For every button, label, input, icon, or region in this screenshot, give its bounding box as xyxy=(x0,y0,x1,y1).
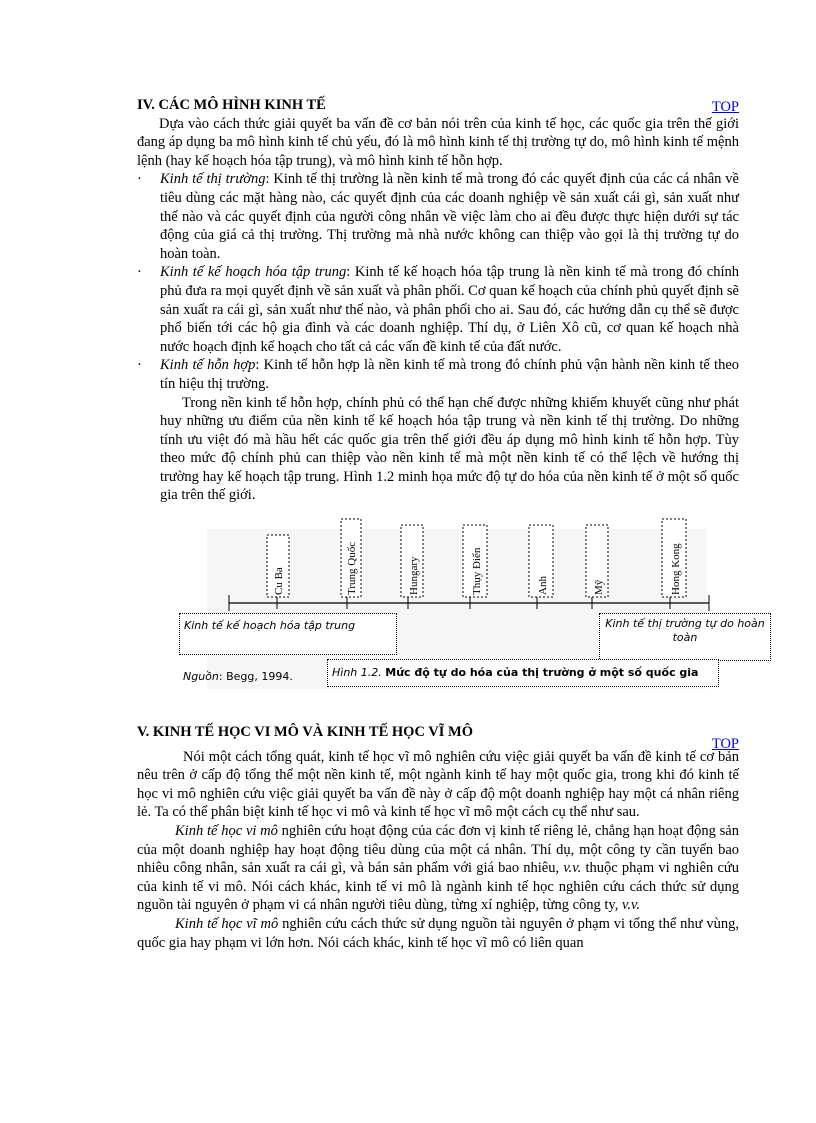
abbr: v.v. xyxy=(563,860,582,877)
bullet-icon: · xyxy=(137,264,142,281)
definition: : Kinh tế thị trường là nền kinh tế mà trong đó các quyết định của các cá nhân về tiêu dùng các mặt hàng nào, các quyết định của các doanh nghiệp về sản xuất cái gì, sản xuất như thế nào và các quyết định của người công nhân về việc làm cho ai đều được thực hiện dưới sự tác động của giá cả thị trường. Thị trường mà nhà nước không can thiệp vào gọi là thị trường tự do hoàn toàn. xyxy=(160,171,739,262)
country-label: Anh xyxy=(537,576,549,596)
section-title: V. KINH TẾ HỌC VI MÔ VÀ KINH TẾ HỌC VĨ MÔ xyxy=(137,724,473,741)
paragraph: Nói một cách tổng quát, kinh tế học vĩ mô nghiên cứu việc giải quyết ba vấn đề kinh tế cơ bản nêu trên ở cấp độ tổng thể một nền kinh tế, một ngành kinh tế hay một quốc gia, trong khi đó kinh tế học vi mô nghiên cứu việc giải quyết ba vấn đề này ở cấp độ một doanh nghiệp hay một cá nhân riêng lẻ. Ta có thể phân biệt kinh tế học vi mô và kinh tế học vĩ mô một cách cụ thể như sau. xyxy=(137,748,739,821)
list-item xyxy=(137,356,739,393)
right-label: Kinh tế thị trường tự do hoàn toàn xyxy=(605,617,765,645)
figure-source xyxy=(183,668,293,687)
country-label: Mỹ xyxy=(593,579,605,596)
country-label: Hong Kong xyxy=(670,543,682,596)
left-label: Kinh tế kế hoạch hóa tập trung xyxy=(184,619,356,633)
term: Kinh tế thị trường xyxy=(160,171,266,188)
figure-caption xyxy=(332,664,698,683)
top-link[interactable]: TOP xyxy=(711,99,739,115)
paragraph-text: nghiên cứu cách thức sử dụng nguồn tài nguyên ở phạm vi tổng thể như vùng, quốc gia hay phạm vi lớn hơn. Nói cách khác, kinh tế học vĩ mô có liên quan xyxy=(137,916,739,951)
document-page xyxy=(137,96,765,952)
country-label: Thụy Điển xyxy=(471,547,483,596)
section-5-header xyxy=(137,723,739,753)
figure-liberalization-scale xyxy=(137,511,765,701)
paragraph xyxy=(137,822,739,915)
term: Kinh tế kế hoạch hóa tập trung xyxy=(160,264,347,281)
source-prefix: Nguồn xyxy=(183,670,219,684)
source-text: : Begg, 1994. xyxy=(218,670,293,684)
paragraph: Dựa vào cách thức giải quyết ba vấn đề cơ bản nói trên của kinh tế học, các quốc gia trên thế giới đang áp dụng ba mô hình kinh tế chủ yếu, đó là mô hình kinh tế thị trường tự do, mô hình kinh tế mệnh lệnh (hay kế hoạch hóa tập trung), và mô hình kinh tế hỗn hợp. xyxy=(137,115,739,169)
bullet-icon: · xyxy=(137,357,142,374)
country-label: Cu Ba xyxy=(273,567,285,596)
paragraph-text: thuộc phạm vi nghiên cứu của kinh tế vi mô. Nói cách khác, kinh tế vi mô là ngành kinh tế học nghiên cứu cách thức sử dụng nguồn tài nguyên ở phạm vi cá nhân người tiêu dùng, từng xí nghiệp, từng công ty, xyxy=(137,860,739,914)
definition: : Kinh tế kế hoạch hóa tập trung là nền kinh tế mà trong đó chính phủ đưa ra mọi quyết định về sản xuất và phân phối. Cơ quan kế hoạch của chính phủ quyết định sẽ sản xuất ra cái gì, sản xuất như thế nào, và phân phối cho ai. Sau đó, các hướng dẫn cụ thể sẽ được phổ biến tới các hộ gia đình và các doanh nghiệp. Thí dụ, ở Liên Xô cũ, cơ quan kế hoạch nhà nước hoạch định kế hoạch cho tất cả các vấn đề kinh tế của đất nước. xyxy=(160,264,739,355)
section-title: IV. CÁC MÔ HÌNH KINH TẾ xyxy=(137,97,326,113)
right-label-box xyxy=(599,613,771,661)
paragraph: Trong nền kinh tế hỗn hợp, chính phủ có thể hạn chế được những khiếm khuyết cũng như phát huy những ưu điểm của nền kinh tế kế hoạch hóa tập trung và nền kinh tế thị trường. Do những tính ưu việt đó mà hầu hết các quốc gia trên thế giới đều áp dụng mô hình kinh tế hỗn hợp. Tùy theo mức độ chính phủ can thiệp vào nền kinh tế mà một nền kinh tế có thể lệch về hướng thị trường hay kế hoạch tập trung. Hình 1.2 minh họa mức độ tự do hóa của nền kinh tế ở một số quốc gia trên thế giới. xyxy=(160,394,739,504)
caption-box xyxy=(327,659,719,687)
term: Kinh tế học vi mô xyxy=(175,823,278,840)
paragraph xyxy=(137,915,739,952)
definition: : Kinh tế hỗn hợp là nền kinh tế mà trong đó chính phủ vận hành nền kinh tế theo tín hiệu thị trường. xyxy=(160,357,739,392)
country-label: Trung Quốc xyxy=(346,541,358,596)
caption-text: Mức độ tự do hóa của thị trường ở một số quốc gia xyxy=(385,666,699,680)
list-item xyxy=(137,170,739,263)
top-link[interactable]: TOP xyxy=(711,736,739,753)
left-label-box xyxy=(179,613,397,655)
country-label: Hungary xyxy=(408,556,420,596)
bullet-icon: · xyxy=(137,171,142,188)
paragraph-text: nghiên cứu hoạt động của các đơn vị kinh tế riêng lẻ, chẳng hạn hoạt động sản của một doanh nghiệp hay hoạt động tiêu dùng của một cá nhân. Thí dụ, một công ty cần tuyển bao nhiêu công nhân, sản xuất ra cái gì, và bán sản phẩm với giá bao nhiêu, xyxy=(137,823,739,877)
list-item xyxy=(137,263,739,356)
section-4-header xyxy=(137,96,739,115)
caption-prefix: Hình 1.2. xyxy=(332,666,382,680)
abbr: v.v. xyxy=(622,897,640,914)
term: Kinh tế hỗn hợp xyxy=(160,357,256,374)
term: Kinh tế học vĩ mô xyxy=(175,916,279,932)
